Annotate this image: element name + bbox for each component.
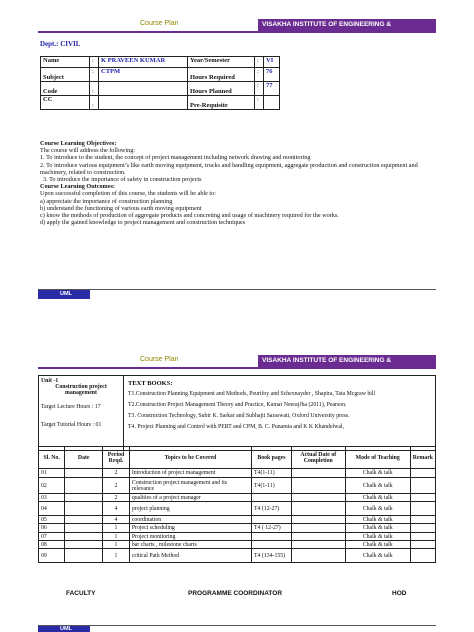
- table-row: [39, 502, 436, 516]
- row-book-pages: T4 (134-155): [252, 549, 292, 563]
- col-topics: Topics to be Covered: [129, 447, 251, 469]
- row-book-pages: [252, 494, 292, 502]
- col-date: Date: [65, 447, 103, 469]
- row-remark: [410, 502, 435, 516]
- header-divider: [38, 367, 436, 369]
- row-topic: Project monitoring: [129, 533, 251, 541]
- table-row: [39, 549, 436, 563]
- textbook-item: T2.Construction Project Management Theory and Practice, Kumar NeerajJha (2011), Pearson.: [128, 402, 347, 408]
- row-period: 2: [103, 478, 130, 494]
- outcome-item: c) know the methods of production of aggregate products and concreting and usage of machinery required for the works.: [40, 212, 339, 220]
- textbook-item: T3. Construction Technology, Subir K. Sarkar and Subhajit Saraswati, Oxford University press.: [128, 413, 350, 419]
- hod-signature: HOD: [392, 590, 407, 597]
- objective-item: 1. To introduce to the student, the concept of project management including network drawing and monitoring: [40, 154, 311, 162]
- row-sl-no: 09: [39, 549, 65, 563]
- outcome-item: b) understand the functioning of various earth moving equipment: [40, 204, 202, 212]
- institute-banner: VISAKHA INSTITUTE OF ENGINEERING & TECHNOLOGY: [258, 19, 436, 32]
- row-period: 1: [103, 549, 130, 563]
- row-date: [65, 516, 103, 524]
- row-book-pages: T4 ( 12-27): [252, 524, 292, 533]
- row-date: [65, 478, 103, 494]
- row-book-pages: T4(1-11): [252, 478, 292, 494]
- hours-required-value: 76: [264, 68, 280, 82]
- row-mode: Chalk & talk: [345, 469, 410, 478]
- row-sl-no: 02: [39, 478, 65, 494]
- row-topic: Construction project management and its relevance: [129, 478, 251, 494]
- row-actual-date: [291, 494, 345, 502]
- row-mode: Chalk & talk: [345, 549, 410, 563]
- table-row: [39, 541, 436, 549]
- coordinator-signature: PROGRAMME COORDINATOR: [188, 590, 283, 597]
- row-date: [65, 524, 103, 533]
- table-row: [39, 494, 436, 502]
- row-actual-date: [291, 533, 345, 541]
- col-period: Period Reqd.: [103, 447, 130, 469]
- dept-label: Dept.: CIVIL: [40, 40, 81, 48]
- row-book-pages: T4(1-11): [252, 469, 292, 478]
- row-mode: Chalk & talk: [345, 502, 410, 516]
- footer-divider: [38, 289, 436, 290]
- hours-required-label: Hours Required: [188, 68, 255, 82]
- row-remark: [410, 516, 435, 524]
- table-row: [39, 469, 436, 478]
- header-divider: [38, 31, 436, 33]
- row-topic: bar charts , milestone charts: [129, 541, 251, 549]
- table-row: [39, 516, 436, 524]
- unit-name: Construction project management: [55, 384, 107, 396]
- prereq-label: Pre-Requisite: [188, 96, 255, 110]
- row-sl-no: 04: [39, 502, 65, 516]
- subject-label: Subject: [41, 68, 90, 82]
- row-topic: qualities of a project manager: [129, 494, 251, 502]
- outcome-item: a) appreciate the importance of construction planning: [40, 197, 173, 205]
- row-period: 1: [103, 524, 130, 533]
- lesson-plan-table: [38, 446, 436, 563]
- objectives-intro: The course will address the following:: [40, 147, 136, 155]
- col-remark: Remark: [410, 447, 435, 469]
- faculty-signature: FACULTY: [66, 590, 96, 597]
- year-label: Year/Semester: [188, 57, 255, 68]
- course-plan-label: Course Plan: [140, 20, 179, 27]
- row-sl-no: 08: [39, 541, 65, 549]
- col-sl-no: Sl. No.: [39, 447, 65, 469]
- table-row: [39, 524, 436, 533]
- year-value: VI: [264, 57, 280, 68]
- row-topic: coordination: [129, 516, 251, 524]
- row-topic: Project scheduling: [129, 524, 251, 533]
- row-period: 1: [103, 541, 130, 549]
- row-sl-no: 05: [39, 516, 65, 524]
- row-topic: Introduction of project management: [129, 469, 251, 478]
- outcomes-heading: Course Learning Outcomes:: [40, 183, 115, 191]
- row-sl-no: 01: [39, 469, 65, 478]
- row-book-pages: [252, 533, 292, 541]
- course-info-table: Name : K PRAVEEN KUMAR Year/Semester : VI Subject : CTPM Hours Required : 76 Code : Hours Planned : 77 CC : Pre-Requisite :: [40, 56, 280, 110]
- unit-cell: [39, 376, 124, 451]
- textbooks-cell: [124, 376, 436, 451]
- table-row: [39, 478, 436, 494]
- row-date: [65, 549, 103, 563]
- row-topic: critical Path Method: [129, 549, 251, 563]
- row-mode: Chalk & talk: [345, 516, 410, 524]
- code-label: Code: [41, 82, 90, 96]
- row-period: 4: [103, 516, 130, 524]
- table-row: [39, 533, 436, 541]
- name-value: K PRAVEEN KUMAR: [99, 57, 188, 68]
- textbook-item: T4. Project Planning and Control with PERT and CPM, B. C. Punamia and K K Khandelwal,: [128, 424, 344, 430]
- textbooks-heading: TEXT BOOKS:: [128, 380, 173, 387]
- row-date: [65, 533, 103, 541]
- col-mode: Mode of Teaching: [345, 447, 410, 469]
- objectives-heading: Course Learning Objectives:: [40, 140, 117, 147]
- name-label: Name: [41, 57, 90, 68]
- row-period: 4: [103, 502, 130, 516]
- objective-item: 2. To introduce various equipment’s like earth moving equipment, trucks and handling equipment, aggregate production and construction equipment and machinery, related to construction.: [40, 161, 418, 176]
- row-remark: [410, 549, 435, 563]
- target-tutorial-hours: Target Tutorial Hours : 01: [41, 422, 102, 428]
- col-book-pages: Book pages: [252, 447, 292, 469]
- row-date: [65, 469, 103, 478]
- row-mode: Chalk & talk: [345, 533, 410, 541]
- row-period: 2: [103, 494, 130, 502]
- row-mode: Chalk & talk: [345, 541, 410, 549]
- hours-planned-label: Hours Planned: [188, 82, 255, 96]
- row-mode: Chalk & talk: [345, 524, 410, 533]
- course-objectives-section: [40, 140, 440, 226]
- row-sl-no: 07: [39, 533, 65, 541]
- outcome-item: d) apply the gained knowledge to project management and construction techniques: [40, 219, 246, 227]
- institute-banner: VISAKHA INSTITUTE OF ENGINEERING & TECHNOLOGY: [258, 355, 436, 368]
- row-date: [65, 494, 103, 502]
- hours-planned-value: 77: [264, 82, 280, 96]
- objective-item: 3. To introduce the importance of safety in construction projects: [43, 176, 202, 184]
- row-date: [65, 541, 103, 549]
- row-period: 1: [103, 533, 130, 541]
- row-actual-date: [291, 469, 345, 478]
- row-book-pages: T4 (12-27): [252, 502, 292, 516]
- row-actual-date: [291, 524, 345, 533]
- target-lecture-hours: Target Lecture Hours : 17: [41, 404, 101, 410]
- row-actual-date: [291, 502, 345, 516]
- course-plan-label: Course Plan: [140, 356, 179, 363]
- row-actual-date: [291, 549, 345, 563]
- uml-footer-badge: UML: [38, 290, 90, 299]
- col-actual-date: Actual Date of Completion: [291, 447, 345, 469]
- row-book-pages: [252, 516, 292, 524]
- prereq-value: [264, 96, 280, 110]
- footer-divider: [38, 625, 436, 626]
- row-remark: [410, 524, 435, 533]
- outcomes-intro: Upon successful completion of this course, the students will be able to:: [40, 190, 216, 198]
- row-topic: project planning: [129, 502, 251, 516]
- uml-footer-badge: UML: [38, 626, 90, 632]
- unit-title: Unit -1: [41, 378, 59, 384]
- row-remark: [410, 541, 435, 549]
- row-date: [65, 502, 103, 516]
- code-value: [99, 82, 188, 96]
- row-remark: [410, 533, 435, 541]
- row-actual-date: [291, 541, 345, 549]
- row-sl-no: 03: [39, 494, 65, 502]
- row-actual-date: [291, 516, 345, 524]
- row-mode: Chalk & talk: [345, 478, 410, 494]
- textbook-item: T1.Construction Planning Equipment and Methods, Peurifoy and Schexnayder , Shapira, Tata Mcgraw hill: [128, 391, 376, 397]
- cc-label: CC: [41, 96, 90, 110]
- subject-value: CTPM: [99, 68, 188, 82]
- row-sl-no: 06: [39, 524, 65, 533]
- row-book-pages: [252, 541, 292, 549]
- row-remark: [410, 469, 435, 478]
- cc-value: [99, 96, 188, 110]
- row-mode: Chalk & talk: [345, 494, 410, 502]
- row-remark: [410, 494, 435, 502]
- row-actual-date: [291, 478, 345, 494]
- row-remark: [410, 478, 435, 494]
- unit-textbooks-table: [38, 375, 436, 451]
- row-period: 2: [103, 469, 130, 478]
